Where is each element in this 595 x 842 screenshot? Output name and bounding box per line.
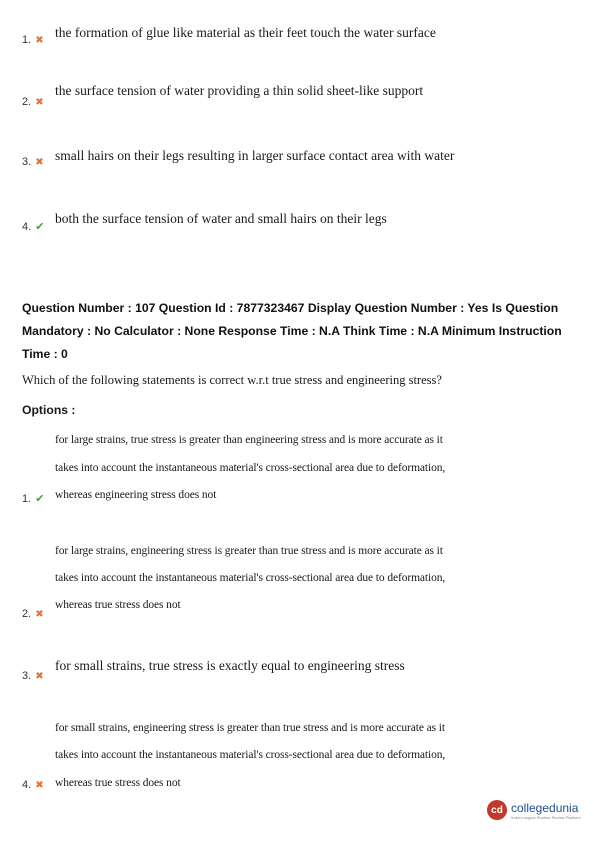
- prev-option-2-number: 2. ✖: [22, 96, 44, 108]
- options-label: Options :: [22, 403, 76, 417]
- option-2-line: whereas true stress does not: [55, 599, 181, 611]
- wrong-mark-icon: ✖: [35, 35, 44, 46]
- question-meta: [22, 297, 582, 366]
- correct-check-icon: ✔: [35, 492, 45, 505]
- option-1-line: takes into account the instantaneous material's cross-sectional area due to deformation,: [55, 462, 446, 474]
- option-1-line: whereas engineering stress does not: [55, 489, 217, 501]
- question-meta-line: Mandatory : No Calculator : None Response Time : N.A Think Time : N.A Minimum Instruction: [22, 324, 562, 338]
- logo-tagline: India's largest Student Review Platform: [511, 814, 581, 820]
- logo-badge-icon: cd: [487, 800, 507, 820]
- option-4-line: takes into account the instantaneous material's cross-sectional area due to deformation,: [55, 749, 446, 761]
- option-3-line: for small strains, true stress is exactly equal to engineering stress: [55, 658, 405, 673]
- wrong-mark-icon: ✖: [35, 780, 44, 791]
- logo-name: collegedunia: [511, 800, 579, 815]
- option-1-number: 1. ✔: [22, 492, 45, 505]
- prev-option-1-text: the formation of glue like material as their feet touch the water surface: [55, 25, 436, 40]
- prev-option-3-text: small hairs on their legs resulting in larger surface contact area with water: [55, 148, 455, 163]
- prev-option-4-number: 4. ✔: [22, 220, 45, 233]
- option-1-line: for large strains, true stress is greater than engineering stress and is more accurate as it: [55, 434, 443, 446]
- option-4-line: for small strains, engineering stress is greater than true stress and is more accurate as it: [55, 722, 445, 734]
- option-4-number: 4. ✖: [22, 779, 44, 791]
- collegedunia-logo: [487, 800, 581, 820]
- wrong-mark-icon: ✖: [35, 157, 44, 168]
- question-text: Which of the following statements is correct w.r.t true stress and engineering stress?: [22, 373, 442, 387]
- question-meta-line: Time : 0: [22, 347, 68, 361]
- option-2-number: 2. ✖: [22, 608, 44, 620]
- correct-check-icon: ✔: [35, 220, 45, 233]
- prev-option-4-text: both the surface tension of water and small hairs on their legs: [55, 211, 387, 226]
- option-2-line: for large strains, engineering stress is greater than true stress and is more accurate as it: [55, 545, 443, 557]
- prev-option-2-text: the surface tension of water providing a thin solid sheet-like support: [55, 83, 424, 98]
- wrong-mark-icon: ✖: [35, 671, 44, 682]
- option-3-number: 3. ✖: [22, 670, 44, 682]
- prev-option-3-number: 3. ✖: [22, 156, 44, 168]
- question-meta-line: Question Number : 107 Question Id : 7877323467 Display Question Number : Yes Is Question: [22, 301, 559, 315]
- wrong-mark-icon: ✖: [35, 97, 44, 108]
- prev-option-1-number: 1. ✖: [22, 34, 44, 46]
- option-2-line: takes into account the instantaneous material's cross-sectional area due to deformation,: [55, 572, 446, 584]
- wrong-mark-icon: ✖: [35, 609, 44, 620]
- option-4-line: whereas true stress does not: [55, 777, 181, 789]
